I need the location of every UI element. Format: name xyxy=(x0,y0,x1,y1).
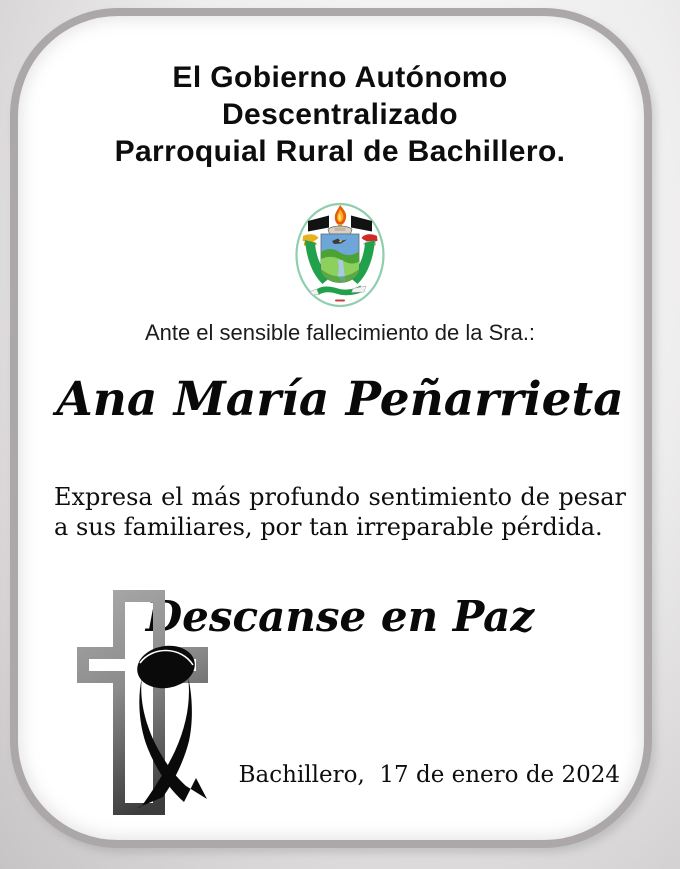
parish-coat-of-arms-icon xyxy=(294,200,386,308)
dateline: Bachillero, 17 de enero de 2024 xyxy=(238,762,620,788)
title-line-3: Parroquial Rural de Bachillero. xyxy=(114,135,566,168)
farewell-text: Descanse en Paz xyxy=(145,592,535,641)
government-title xyxy=(0,59,680,170)
title-line-1: El Gobierno Autónomo xyxy=(172,61,508,94)
deceased-name: Ana María Peñarrieta xyxy=(56,372,624,427)
condolence-message: Expresa el más profundo sentimiento de pesar a sus familiares, por tan irreparable pérdida. xyxy=(54,483,626,541)
intro-text: Ante el sensible fallecimiento de la Sra.: xyxy=(144,320,536,345)
title-line-2: Descentralizado xyxy=(221,98,459,131)
